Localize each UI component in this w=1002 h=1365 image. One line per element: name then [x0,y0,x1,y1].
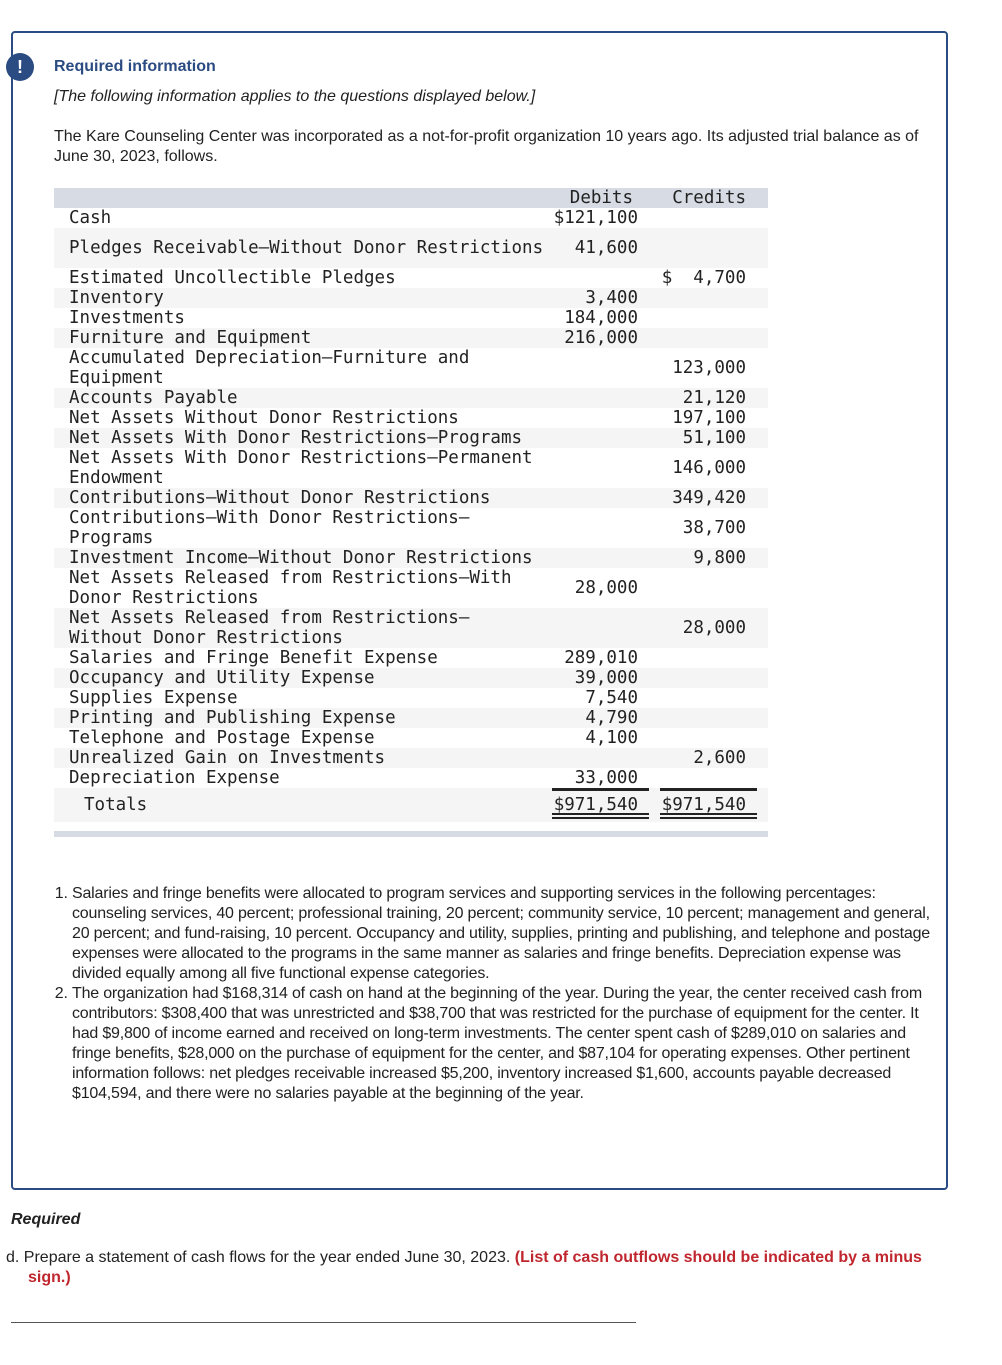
debit-total: $971,540 [553,795,638,815]
task-text: d. Prepare a statement of cash flows for the year ended June 30, 2023. [6,1249,515,1266]
table-row [54,768,768,788]
note-item: 1. Salaries and fringe benefits were allocated to program services and supporting services in the following percentages: counseling services, 40 percent; professional training, 20 percent; community service, 10 percent; management and general, 20 percent; and fund-raising, 10 percent. Occupancy and utility, supplies, printing and publishing, and telephone and postage expenses were allocated to the programs in the same manner as salaries and fringe benefits. Depreciation expense was divided equally among all five functional expense categories. [72,884,932,984]
note-item: 2. The organization had $168,314 of cash on hand at the beginning of the year. During the year, the center received cash from contributors: $308,400 that was unrestricted and $38,700 that was restricted for the purchase of equipment for the center. It had $9,800 of income earned and received on long-term investments. The center spent cash of $289,010 on salaries and fringe benefits, $28,000 on the purchase of equipment for the center, and $87,104 for operating expenses. Other pertinent information follows: net pledges receivable increased $5,200, inventory increased $1,600, accounts payable decreased $104,594, and there were no salaries payable at the beginning of the year. [72,984,932,1104]
credit-value: 349,420 [672,488,746,508]
required-information-title: Required information [54,58,216,75]
table-row [54,228,768,268]
account-label: Net Assets Without Donor Restrictions [69,408,459,428]
account-label: Unrealized Gain on Investments [69,748,386,768]
credit-value: $ 4,700 [661,268,746,288]
credit-value: 38,700 [682,518,746,538]
applies-note: [The following information applies to the questions displayed below.] [54,88,536,105]
total-double-underline [660,813,757,819]
credit-value: 146,000 [672,458,746,478]
totals-label: Totals [84,795,148,815]
table-row [54,748,768,768]
table-row [54,568,768,608]
account-label: Contributions—With Donor Restrictions— Programs [69,508,470,548]
account-label: Accounts Payable [69,388,238,408]
required-heading: Required [11,1211,81,1228]
notes-list [50,884,932,1104]
credit-value: 9,800 [693,548,746,568]
debit-value: 39,000 [574,668,638,688]
account-label: Furniture and Equipment [69,328,312,348]
table-row [54,648,768,668]
debit-value: 184,000 [564,308,638,328]
credits-header: Credits [672,188,746,208]
table-row [54,408,768,428]
account-label: Salaries and Fringe Benefit Expense [69,648,438,668]
credit-value: 197,100 [672,408,746,428]
account-label: Supplies Expense [69,688,238,708]
credit-value: 51,100 [682,428,746,448]
account-label: Inventory [69,288,164,308]
debit-value: 289,010 [564,648,638,668]
table-row [54,668,768,688]
account-label: Estimated Uncollectible Pledges [69,268,396,288]
credit-value: 123,000 [672,358,746,378]
table-row [54,268,768,288]
table-row [54,548,768,568]
table-row [54,708,768,728]
debit-value: 4,790 [585,708,638,728]
total-underline [552,788,649,791]
total-double-underline [552,813,649,819]
table-row [54,388,768,408]
intro-paragraph: The Kare Counseling Center was incorporated as a not-for-profit organization 10 years ago. Its adjusted trial balance as of June 30, 2023, follows. [54,128,919,165]
table-header-row [54,188,768,208]
task-d [6,1248,966,1288]
required-information-panel [11,31,948,1190]
table-bottom-bar [54,831,768,837]
total-underline [660,788,757,791]
table-row [54,728,768,748]
table-row [54,308,768,328]
debit-value: 216,000 [564,328,638,348]
divider [11,1322,636,1323]
credit-value: 21,120 [682,388,746,408]
task-instruction: (List of cash outflows should be indicated by a minus sign.) [28,1249,922,1286]
table-row [54,428,768,448]
debit-value: 4,100 [585,728,638,748]
table-row [54,448,768,488]
table-row [54,288,768,308]
account-label: Printing and Publishing Expense [69,708,396,728]
account-label: Cash [69,208,112,228]
trial-balance-table [54,188,768,822]
credit-value: 28,000 [682,618,746,638]
table-row [54,328,768,348]
credit-total: $971,540 [661,795,746,815]
account-label: Telephone and Postage Expense [69,728,375,748]
debits-header: Debits [569,188,633,208]
account-label: Depreciation Expense [69,768,280,788]
account-label: Net Assets Released from Restrictions—With Donor Restrictions [69,568,512,608]
debit-value: 28,000 [574,578,638,598]
account-label: Net Assets With Donor Restrictions—Programs [69,428,523,448]
account-label: Pledges Receivable—Without Donor Restrictions [69,238,544,258]
table-row [54,608,768,648]
account-label: Investments [69,308,185,328]
table-row [54,348,768,388]
table-row [54,688,768,708]
debit-value: $121,100 [553,208,638,228]
debit-value: 41,600 [574,238,638,258]
debit-value: 3,400 [585,288,638,308]
table-row [54,488,768,508]
account-label: Contributions—Without Donor Restrictions [69,488,491,508]
table-row [54,208,768,228]
debit-value: 33,000 [574,768,638,788]
account-label: Net Assets Released from Restrictions— Without Donor Restrictions [69,608,470,648]
table-row [54,508,768,548]
credit-value: 2,600 [693,748,746,768]
account-label: Net Assets With Donor Restrictions—Permanent Endowment [69,448,533,488]
debit-value: 7,540 [585,688,638,708]
alert-icon: ! [6,53,34,81]
account-label: Investment Income—Without Donor Restrictions [69,548,533,568]
account-label: Occupancy and Utility Expense [69,668,375,688]
account-label: Accumulated Depreciation—Furniture and Equipment [69,348,470,388]
totals-row [54,788,768,822]
